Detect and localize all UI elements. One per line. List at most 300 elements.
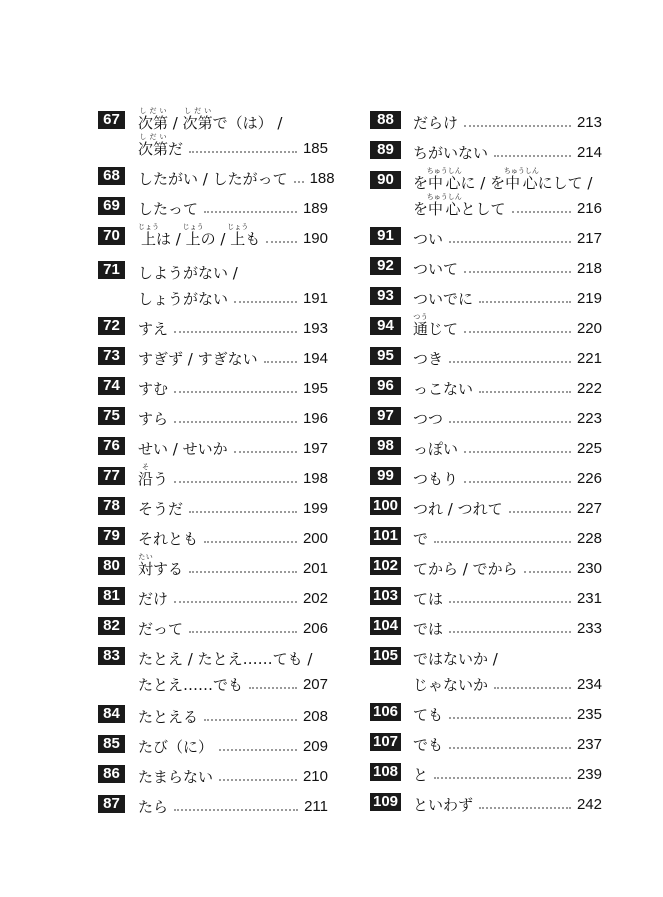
index-entry[interactable] <box>370 341 602 371</box>
entry-term <box>138 676 243 694</box>
index-entry[interactable] <box>98 581 328 611</box>
entry-text-row <box>138 461 328 491</box>
term-text: ではないか / <box>413 650 498 668</box>
entry-number-badge: 80 <box>98 557 125 575</box>
dot-leader <box>464 481 571 483</box>
entry-number-badge: 67 <box>98 111 125 129</box>
term-text: つもり <box>413 470 459 488</box>
dot-leader <box>189 151 297 153</box>
furigana: ちゅうしん <box>503 167 539 175</box>
page-number: 228 <box>576 530 602 547</box>
term-text: でも <box>413 736 444 754</box>
dot-leader <box>174 601 297 603</box>
page-number: 195 <box>302 380 328 397</box>
term-text: ては <box>413 590 444 608</box>
entry-number-badge: 97 <box>370 407 401 425</box>
index-entry[interactable] <box>98 431 328 461</box>
entry-number-badge: 69 <box>98 197 125 215</box>
dot-leader <box>449 631 571 633</box>
page-number: 219 <box>576 290 602 307</box>
index-entry[interactable] <box>98 311 328 341</box>
term-text: だけ <box>138 590 169 608</box>
dot-leader <box>204 541 297 543</box>
ruby-base: 対 <box>138 560 154 578</box>
term-text: も <box>245 230 261 248</box>
entry-number-badge: 82 <box>98 617 125 635</box>
index-entry[interactable] <box>98 401 328 431</box>
entry-term <box>138 530 198 548</box>
dot-leader <box>174 421 297 423</box>
dot-leader <box>494 155 571 157</box>
page-number: 231 <box>576 590 602 607</box>
entry-term <box>413 736 443 754</box>
index-entry[interactable] <box>370 311 602 341</box>
entry-text-row <box>413 191 602 221</box>
index-entry[interactable] <box>370 757 602 787</box>
ruby-kanji <box>138 223 159 248</box>
term-text: したって <box>138 200 199 218</box>
entry-line <box>370 251 602 281</box>
dot-leader <box>234 301 297 303</box>
entry-term <box>138 768 213 786</box>
index-entry[interactable] <box>370 697 602 727</box>
index-entry[interactable] <box>98 759 328 789</box>
index-entry[interactable] <box>370 727 602 757</box>
page-number: 190 <box>302 230 328 247</box>
entry-line <box>370 611 602 641</box>
ruby-kanji <box>426 167 462 192</box>
entry-number-badge: 93 <box>370 287 401 305</box>
entry-line <box>370 221 602 251</box>
index-entry[interactable] <box>98 105 328 161</box>
entry-term <box>138 380 168 398</box>
entry-line <box>98 729 328 759</box>
term-text: つい <box>413 230 444 248</box>
furigana: じょう <box>227 223 249 231</box>
term-text: じて <box>428 320 459 338</box>
term-text: と <box>413 766 429 784</box>
term-text: で（は） / <box>212 114 283 132</box>
entry-text-row <box>138 281 328 311</box>
furigana: しだい <box>182 107 213 115</box>
entry-term <box>413 260 458 278</box>
page-number: 207 <box>302 676 328 693</box>
ruby-kanji <box>138 463 154 488</box>
entry-number-badge: 78 <box>98 497 125 515</box>
furigana: ちゅうしん <box>426 193 462 201</box>
ruby-kanji <box>182 107 213 132</box>
dot-leader <box>524 571 571 573</box>
page-number: 237 <box>576 736 602 753</box>
index-entry[interactable] <box>370 787 602 817</box>
dot-leader <box>174 391 297 393</box>
entry-number-badge: 109 <box>370 793 401 811</box>
page-number: 214 <box>576 144 602 161</box>
entry-number-badge: 90 <box>370 171 401 189</box>
ruby-base: 上 <box>138 230 159 248</box>
index-entry[interactable] <box>370 611 602 641</box>
entry-line <box>98 431 328 461</box>
entry-term <box>138 290 228 308</box>
entry-line <box>98 699 328 729</box>
page-number: 206 <box>302 620 328 637</box>
index-entry[interactable] <box>98 551 328 581</box>
entry-line <box>370 491 602 521</box>
entry-text-row <box>413 461 602 491</box>
entry-text-row <box>138 161 335 191</box>
entry-line <box>98 131 328 161</box>
entry-line <box>98 581 328 611</box>
entry-number-badge: 76 <box>98 437 125 455</box>
entry-number-badge: 73 <box>98 347 125 365</box>
ruby-kanji <box>227 223 249 248</box>
entry-term <box>413 440 458 458</box>
entry-text-row <box>138 789 328 819</box>
dot-leader <box>204 719 297 721</box>
index-entry[interactable] <box>370 221 602 251</box>
index-entry[interactable] <box>370 461 602 491</box>
page-number: 225 <box>576 440 602 457</box>
entry-number-badge: 98 <box>370 437 401 455</box>
term-text: する <box>153 560 184 578</box>
page-number: 185 <box>302 140 328 157</box>
entry-line <box>98 281 328 311</box>
furigana: そ <box>138 463 153 471</box>
dot-leader <box>266 241 297 243</box>
index-entry[interactable] <box>370 641 602 697</box>
index-entry[interactable] <box>370 105 602 135</box>
ruby-base: 次第 <box>182 114 213 132</box>
entry-term <box>413 766 428 784</box>
entry-text-row <box>138 371 328 401</box>
entry-number-badge: 84 <box>98 705 125 723</box>
entry-text-row <box>138 581 328 611</box>
entry-text-row <box>413 727 602 757</box>
entry-line <box>370 105 602 135</box>
entry-number-badge: 71 <box>98 261 125 279</box>
entry-text-row <box>413 611 602 641</box>
entry-term <box>138 350 258 368</box>
index-entry[interactable] <box>98 461 328 491</box>
entry-line <box>370 341 602 371</box>
index-entry[interactable] <box>370 165 602 221</box>
dot-leader <box>449 747 571 749</box>
entry-text-row <box>413 281 602 311</box>
dot-leader <box>174 331 297 333</box>
page-number: 211 <box>304 798 328 815</box>
entry-term <box>138 133 183 158</box>
entry-term <box>413 410 443 428</box>
term-text: に / を <box>460 174 506 192</box>
entry-term <box>138 320 168 338</box>
term-text: つき <box>413 350 444 368</box>
dot-leader <box>294 181 304 183</box>
dot-leader <box>234 451 297 453</box>
index-entry[interactable] <box>370 551 602 581</box>
entry-number-badge: 103 <box>370 587 401 605</box>
entry-line <box>98 551 328 581</box>
dot-leader <box>189 511 297 513</box>
entry-term <box>413 350 443 368</box>
entry-text-row <box>138 729 328 759</box>
entry-text-row <box>138 491 328 521</box>
entry-term <box>413 796 473 814</box>
entry-text-row <box>413 311 602 341</box>
page-number: 213 <box>576 114 602 131</box>
term-text: っぽい <box>413 440 459 458</box>
term-text: しょうがない <box>138 290 229 308</box>
term-text: だらけ <box>413 114 459 132</box>
term-text: すむ <box>138 380 169 398</box>
index-entry[interactable] <box>98 521 328 551</box>
term-text: しようがない / <box>138 264 238 282</box>
page-number: 221 <box>576 350 602 367</box>
term-text: ちがいない <box>413 144 489 162</box>
index-entry[interactable] <box>370 431 602 461</box>
entry-term <box>413 706 443 724</box>
entry-text-row <box>413 521 602 551</box>
entry-term <box>138 463 168 488</box>
entry-text-row <box>138 759 328 789</box>
index-entry[interactable] <box>98 255 328 311</box>
entry-term <box>138 500 183 518</box>
page-number: 235 <box>576 706 602 723</box>
dot-leader <box>479 391 571 393</box>
page-number: 193 <box>302 320 328 337</box>
dot-leader <box>449 717 571 719</box>
entry-text-row <box>413 551 602 581</box>
entry-term <box>138 264 238 282</box>
page-number: 220 <box>576 320 602 337</box>
dot-leader <box>249 687 297 689</box>
entry-text-row <box>138 341 328 371</box>
entry-number-badge: 94 <box>370 317 401 335</box>
dot-leader <box>174 481 297 483</box>
entry-line <box>98 161 335 191</box>
ruby-kanji <box>426 193 462 218</box>
ruby-kanji <box>413 313 429 338</box>
dot-leader <box>464 125 571 127</box>
entry-number-badge: 106 <box>370 703 401 721</box>
term-text: だって <box>138 620 184 638</box>
furigana: つう <box>413 313 429 321</box>
entry-term <box>413 114 458 132</box>
entry-term <box>138 200 198 218</box>
index-entry[interactable] <box>98 699 328 729</box>
ruby-base: 中心 <box>426 174 462 192</box>
term-text: つれ / つれて <box>413 500 503 518</box>
entry-term <box>138 590 168 608</box>
page-number: 223 <box>576 410 602 427</box>
entry-line <box>370 311 602 341</box>
entry-term <box>413 560 518 578</box>
term-text: っこない <box>413 380 474 398</box>
dot-leader <box>509 511 571 513</box>
entry-line <box>98 341 328 371</box>
entry-term <box>413 650 498 668</box>
page-number: 210 <box>302 768 328 785</box>
entry-text-row <box>413 105 602 135</box>
term-text: / <box>168 114 183 132</box>
index-entry[interactable] <box>370 251 602 281</box>
page-number: 198 <box>302 470 328 487</box>
entry-term <box>413 193 506 218</box>
index-entry[interactable] <box>98 491 328 521</box>
page-number: 234 <box>576 676 602 693</box>
term-text: たまらない <box>138 768 214 786</box>
entry-number-badge: 88 <box>370 111 401 129</box>
term-text: にして / <box>537 174 593 192</box>
entry-text-row <box>138 551 328 581</box>
entry-text-row <box>138 401 328 431</box>
term-text: は / <box>156 230 186 248</box>
entry-number-badge: 75 <box>98 407 125 425</box>
entry-line <box>98 311 328 341</box>
ruby-base: 上 <box>182 230 204 248</box>
entry-number-badge: 89 <box>370 141 401 159</box>
dot-leader <box>189 631 297 633</box>
index-entry[interactable] <box>370 491 602 521</box>
index-entry[interactable] <box>370 581 602 611</box>
dot-leader <box>219 749 297 751</box>
entry-number-badge: 77 <box>98 467 125 485</box>
page-number: 222 <box>576 380 602 397</box>
entry-number-badge: 100 <box>370 497 401 515</box>
ruby-base: 沿 <box>138 470 154 488</box>
index-entry[interactable] <box>98 641 328 697</box>
index-entry[interactable] <box>370 371 602 401</box>
index-entry[interactable] <box>370 521 602 551</box>
term-text: として <box>460 200 506 218</box>
entry-term <box>413 500 503 518</box>
dot-leader <box>219 779 297 781</box>
page-number: 188 <box>309 170 335 187</box>
ruby-kanji <box>138 553 154 578</box>
index-entry[interactable] <box>98 191 328 221</box>
page-number: 189 <box>302 200 328 217</box>
page-number: 227 <box>576 500 602 517</box>
page-number: 217 <box>576 230 602 247</box>
entry-term <box>138 798 168 816</box>
entry-line <box>370 135 602 165</box>
index-entry[interactable] <box>370 281 602 311</box>
index-entry[interactable] <box>370 135 602 165</box>
entry-line <box>370 191 602 221</box>
entry-term <box>138 223 260 248</box>
index-entry[interactable] <box>98 161 335 191</box>
index-entry[interactable] <box>98 789 328 819</box>
dot-leader <box>449 361 571 363</box>
dot-leader <box>464 331 571 333</box>
index-entry[interactable] <box>370 401 602 431</box>
entry-number-badge: 95 <box>370 347 401 365</box>
ruby-base: 中心 <box>426 200 462 218</box>
entry-number-badge: 81 <box>98 587 125 605</box>
term-text: すえ <box>138 320 169 338</box>
entry-line <box>370 697 602 727</box>
entry-number-badge: 87 <box>98 795 125 813</box>
entry-number-badge: 92 <box>370 257 401 275</box>
entry-number-badge: 70 <box>98 227 125 245</box>
entry-text-row <box>413 371 602 401</box>
entry-term <box>413 470 458 488</box>
entry-text-row <box>413 135 602 165</box>
page-number: 226 <box>576 470 602 487</box>
index-entry[interactable] <box>98 341 328 371</box>
entry-text-row <box>413 431 602 461</box>
term-text: せい / せいか <box>138 440 228 458</box>
entry-number-badge: 74 <box>98 377 125 395</box>
dot-leader <box>264 361 297 363</box>
term-text: を <box>413 174 429 192</box>
entry-term <box>413 313 458 338</box>
index-entry[interactable] <box>98 221 328 251</box>
entry-text-row <box>413 757 602 787</box>
page-number: 233 <box>576 620 602 637</box>
entry-term <box>413 530 428 548</box>
ruby-kanji <box>138 133 169 158</box>
entry-line <box>370 281 602 311</box>
index-entry[interactable] <box>98 371 328 401</box>
term-text: ついて <box>413 260 459 278</box>
entry-line <box>370 727 602 757</box>
entry-text-row <box>138 191 328 221</box>
entry-line <box>98 667 328 697</box>
entry-number-badge: 104 <box>370 617 401 635</box>
page-number: 191 <box>302 290 328 307</box>
entry-line <box>98 789 328 819</box>
ruby-base: 上 <box>227 230 249 248</box>
entry-text-row <box>138 311 328 341</box>
term-text: といわず <box>413 796 474 814</box>
term-text: したがい / したがって <box>138 170 288 188</box>
entry-text-row <box>413 251 602 281</box>
dot-leader <box>494 687 571 689</box>
entry-text-row <box>138 699 328 729</box>
entry-number-badge: 105 <box>370 647 401 665</box>
entry-number-badge: 83 <box>98 647 125 665</box>
page-number: 208 <box>302 708 328 725</box>
entry-text-row <box>413 221 602 251</box>
entry-number-badge: 101 <box>370 527 401 545</box>
ruby-base: 次第 <box>138 140 169 158</box>
entry-text-row <box>413 667 602 697</box>
entry-term <box>138 410 168 428</box>
index-entry[interactable] <box>98 611 328 641</box>
entry-line <box>98 491 328 521</box>
furigana: じょう <box>182 223 204 231</box>
entry-term <box>413 590 443 608</box>
entry-text-row <box>138 667 328 697</box>
index-entry[interactable] <box>98 729 328 759</box>
page-number: 230 <box>576 560 602 577</box>
ruby-kanji <box>138 107 169 132</box>
dot-leader <box>434 541 571 543</box>
term-text: たび（に） <box>138 738 214 756</box>
entry-text-row <box>138 131 328 161</box>
term-text: すぎず / すぎない <box>138 350 258 368</box>
entry-text-row <box>138 521 328 551</box>
entry-text-row <box>413 581 602 611</box>
entry-line <box>98 191 328 221</box>
entry-line <box>98 521 328 551</box>
dot-leader <box>204 211 297 213</box>
entry-line <box>370 581 602 611</box>
dot-leader <box>479 807 571 809</box>
furigana: たい <box>138 553 154 561</box>
entry-text-row <box>138 431 328 461</box>
entry-number-badge: 72 <box>98 317 125 335</box>
